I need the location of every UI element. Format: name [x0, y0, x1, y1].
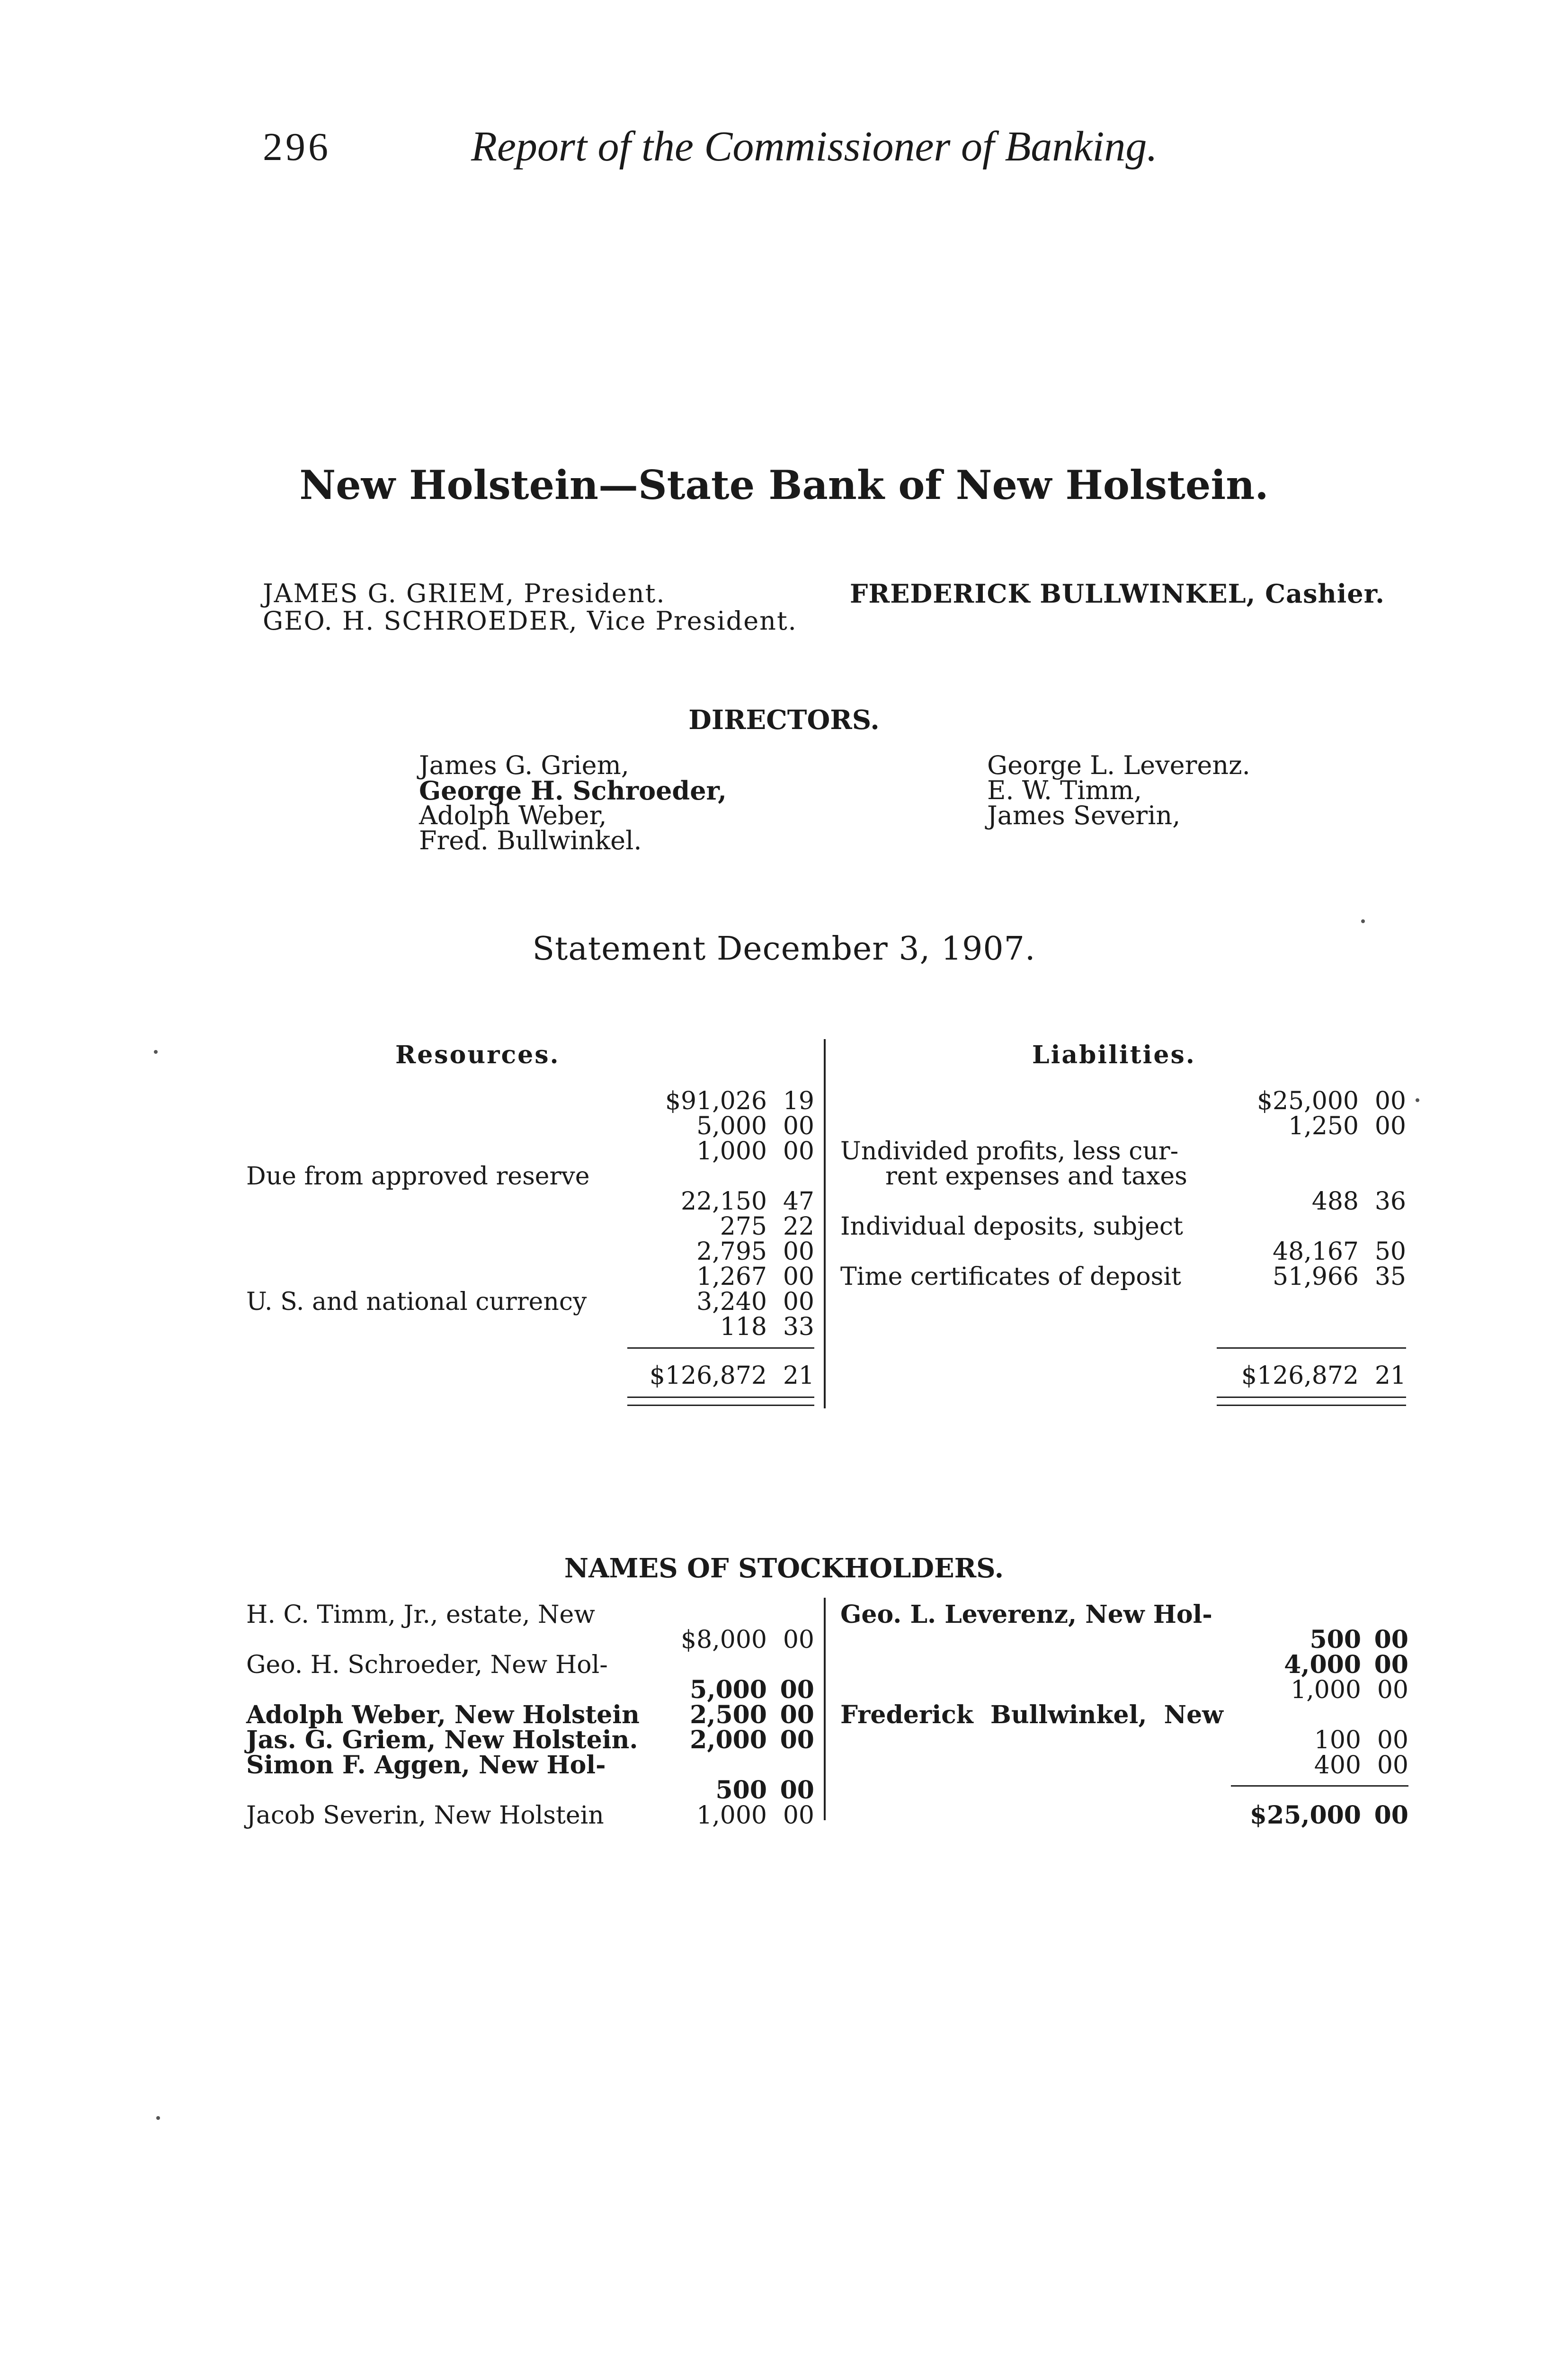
table-row	[246, 1239, 814, 1264]
row-label: Geo. H. Schroeder, New Hol-	[246, 1651, 608, 1679]
row-label: Undivided profits, less cur-	[840, 1137, 1179, 1166]
row-dollars: 500	[1310, 1625, 1361, 1654]
row-cents: 00	[1374, 1650, 1408, 1679]
rule-line	[627, 1347, 814, 1349]
row-dollars: 5,000	[696, 1112, 767, 1140]
list-item	[840, 1700, 1408, 1729]
row-dollars: 4,000	[1284, 1650, 1361, 1679]
row-dollars: 3,240	[696, 1288, 767, 1316]
row-dollars: 1,000	[1291, 1676, 1361, 1704]
row-label: Due from approved reserve	[246, 1162, 590, 1191]
row-label: Adolph Weber, New Holstein	[246, 1700, 640, 1729]
row-dollars: $126,872	[649, 1361, 767, 1390]
row-dollars: 2,500	[690, 1700, 767, 1729]
director-name: Fred. Bullwinkel.	[419, 826, 642, 855]
list-item	[866, 1625, 1408, 1654]
row-cents: 00	[783, 1263, 814, 1291]
row-label: Jas. G. Griem, New Holstein.	[246, 1726, 638, 1754]
row-cents: 50	[1374, 1237, 1406, 1266]
director-name: James G. Griem,	[419, 750, 629, 780]
table-row	[246, 1315, 814, 1339]
row-cents: 00	[783, 1801, 814, 1830]
rule-line	[1231, 1785, 1408, 1787]
row-dollars: $91,026	[665, 1087, 767, 1115]
row-label: Simon F. Aggen, New Hol-	[246, 1751, 606, 1780]
column-divider	[824, 1598, 826, 1820]
row-dollars: $8,000	[681, 1626, 767, 1654]
row-label: Jacob Severin, New Holstein	[246, 1801, 604, 1830]
row-dollars: 1,267	[696, 1263, 767, 1291]
row-cents: 00	[1377, 1676, 1408, 1704]
double-rule	[1217, 1397, 1406, 1406]
row-cents: 36	[1374, 1187, 1406, 1216]
row-cents: 35	[1374, 1263, 1406, 1291]
row-dollars: 1,250	[1288, 1112, 1359, 1140]
row-cents: 22	[783, 1212, 814, 1241]
directors-heading: DIRECTORS.	[688, 704, 880, 736]
table-row	[866, 1239, 1406, 1264]
officer-vice-president: GEO. H. SCHROEDER, Vice President.	[263, 606, 797, 636]
row-cents: 47	[783, 1187, 814, 1216]
row-dollars: 488	[1311, 1187, 1359, 1216]
table-row	[840, 1139, 1406, 1164]
table-row	[246, 1164, 814, 1189]
director-name: E. W. Timm,	[987, 775, 1142, 805]
list-item	[866, 1728, 1408, 1753]
stockholders-heading: NAMES OF STOCKHOLDERS.	[564, 1553, 1004, 1584]
resources-heading: Resources.	[395, 1041, 560, 1069]
row-cents: 21	[783, 1361, 814, 1390]
table-row	[246, 1214, 814, 1239]
row-label: rent expenses and taxes	[885, 1162, 1187, 1191]
table-row	[246, 1264, 814, 1289]
table-row	[885, 1189, 1406, 1214]
row-cents: 00	[780, 1776, 814, 1805]
row-label: H. C. Timm, Jr., estate, New	[246, 1601, 595, 1629]
list-item	[840, 1678, 1408, 1702]
row-dollars: $25,000	[1256, 1087, 1359, 1115]
row-cents: 00	[780, 1726, 814, 1754]
row-dollars: $126,872	[1241, 1361, 1359, 1390]
row-cents: 00	[1377, 1726, 1408, 1754]
page-number: 296	[263, 125, 331, 169]
table-row	[246, 1290, 814, 1314]
stockholders-total-row	[930, 1803, 1408, 1828]
list-item	[840, 1753, 1408, 1778]
scan-speck	[1416, 1098, 1419, 1102]
row-dollars: 400	[1314, 1751, 1361, 1780]
row-cents: 00	[1374, 1112, 1406, 1140]
row-dollars: 22,150	[681, 1187, 767, 1216]
table-row	[840, 1264, 1406, 1289]
resources-total-row	[339, 1363, 814, 1388]
director-name: Adolph Weber,	[419, 801, 607, 830]
row-dollars: $25,000	[1249, 1801, 1361, 1830]
list-item	[840, 1602, 1408, 1627]
row-dollars: 500	[715, 1776, 767, 1805]
row-cents: 00	[1374, 1801, 1408, 1830]
table-row	[246, 1089, 814, 1113]
table-row	[246, 1114, 814, 1139]
row-cents: 00	[1377, 1751, 1408, 1780]
row-label: Frederick Bullwinkel, New	[840, 1700, 1223, 1729]
officer-president: JAMES G. GRIEM, President.	[263, 578, 666, 608]
row-cents: 00	[783, 1288, 814, 1316]
list-item	[275, 1675, 814, 1704]
table-row	[840, 1114, 1406, 1139]
list-item	[275, 1628, 814, 1652]
table-row	[840, 1214, 1406, 1239]
row-dollars: 2,000	[690, 1726, 767, 1754]
list-item	[246, 1753, 814, 1778]
row-label: U. S. and national currency	[246, 1288, 587, 1316]
director-name: George L. Leverenz.	[987, 750, 1250, 780]
row-label: Geo. L. Leverenz, New Hol-	[840, 1600, 1212, 1629]
column-divider	[824, 1039, 826, 1408]
row-dollars: 1,000	[696, 1801, 767, 1830]
rule-line	[1217, 1347, 1406, 1349]
row-cents: 00	[783, 1237, 814, 1266]
row-cents: 00	[783, 1626, 814, 1654]
double-rule	[627, 1397, 814, 1406]
row-label: Time certificates of deposit	[840, 1263, 1181, 1291]
row-dollars: 2,795	[696, 1237, 767, 1266]
list-item	[246, 1728, 814, 1753]
row-label: Individual deposits, subject	[840, 1212, 1183, 1241]
row-dollars: 275	[720, 1212, 767, 1241]
row-cents: 33	[783, 1313, 814, 1341]
scan-speck	[1361, 919, 1365, 923]
row-cents: 00	[780, 1675, 814, 1704]
officer-cashier: FREDERICK BULLWINKEL, Cashier.	[850, 578, 1385, 609]
liabilities-total-row	[930, 1363, 1406, 1388]
statement-title: Statement December 3, 1907.	[532, 930, 1036, 968]
row-dollars: 48,167	[1273, 1237, 1359, 1266]
list-item	[840, 1650, 1408, 1679]
row-dollars: 118	[720, 1313, 767, 1341]
scan-speck	[156, 2116, 160, 2120]
row-dollars: 100	[1314, 1726, 1361, 1754]
row-cents: 00	[1374, 1087, 1406, 1115]
row-cents: 21	[1374, 1361, 1406, 1390]
row-cents: 00	[780, 1700, 814, 1729]
director-name: George H. Schroeder,	[419, 775, 727, 806]
director-name: James Severin,	[987, 801, 1181, 830]
row-dollars: 1,000	[696, 1137, 767, 1166]
row-dollars: 5,000	[690, 1675, 767, 1704]
list-item	[275, 1778, 814, 1803]
row-cents: 00	[783, 1137, 814, 1166]
bank-title: New Holstein—State Bank of New Holstein.	[299, 462, 1269, 508]
running-title: Report of the Commissioner of Banking.	[471, 123, 1158, 170]
row-cents: 19	[783, 1087, 814, 1115]
liabilities-heading: Liabilities.	[1032, 1041, 1196, 1069]
table-row	[246, 1139, 814, 1164]
list-item	[246, 1653, 814, 1677]
row-cents: 00	[1374, 1625, 1408, 1654]
list-item	[246, 1803, 814, 1828]
row-dollars: 51,966	[1273, 1263, 1359, 1291]
table-row	[885, 1164, 1406, 1189]
table-row	[263, 1189, 814, 1214]
scan-speck	[154, 1050, 158, 1054]
table-row	[840, 1089, 1406, 1113]
row-cents: 00	[783, 1112, 814, 1140]
list-item	[246, 1602, 814, 1627]
list-item	[246, 1700, 814, 1729]
